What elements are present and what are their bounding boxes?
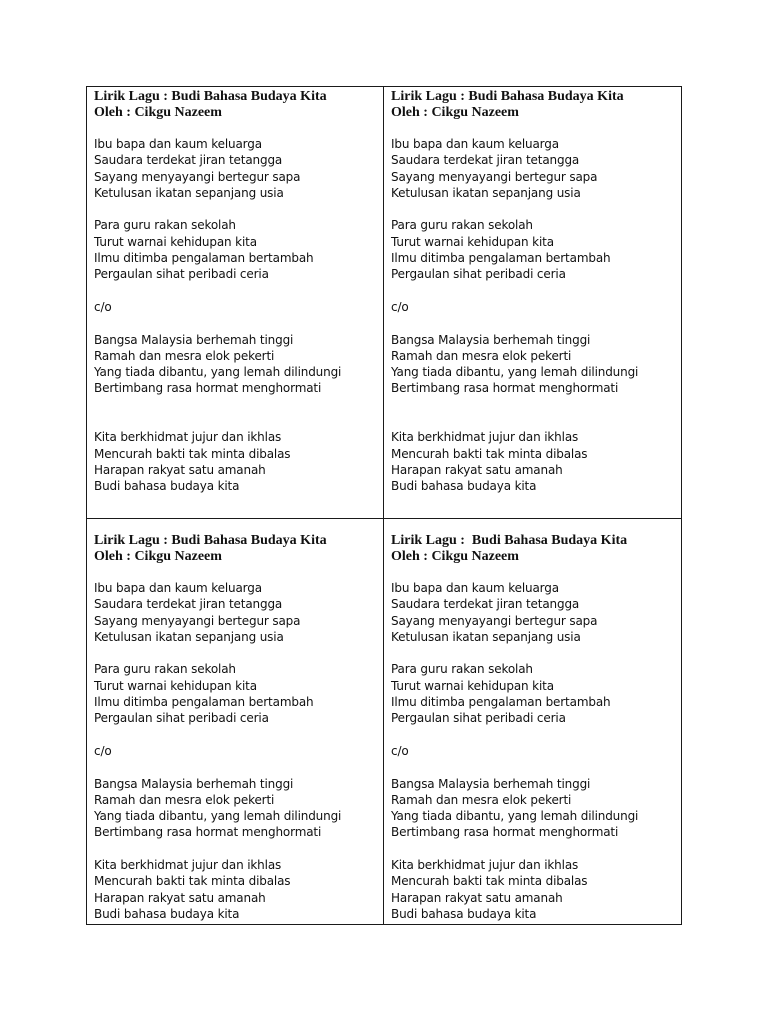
- verse-line: Saudara terdekat jiran tetangga: [391, 597, 580, 612]
- verse-line: Saudara terdekat jiran tetangga: [94, 153, 283, 168]
- lyric-card-bottom-left: [87, 519, 384, 924]
- chorus-line: Yang tiada dibantu, yang lemah dilindungi: [391, 809, 639, 824]
- verse-line: Ibu bapa dan kaum keluarga: [94, 137, 262, 151]
- stanza-gap: [94, 201, 383, 217]
- verse-line: Harapan rakyat satu amanah: [94, 462, 266, 477]
- chorus-line: Ramah dan mesra elok pekerti: [94, 348, 275, 363]
- chorus-line: Bangsa Malaysia berhemah tinggi: [391, 776, 591, 791]
- stanza-gap: [391, 727, 681, 743]
- chorus-line: Ramah dan mesra elok pekerti: [391, 348, 572, 363]
- verse-line: Pergaulan sihat peribadi ceria: [94, 711, 269, 726]
- verse-line: Budi bahasa budaya kita: [94, 906, 240, 921]
- chorus-line: Bertimbang rasa hormat menghormati: [94, 381, 322, 396]
- verse-line: Mencurah bakti tak minta dibalas: [391, 874, 588, 889]
- verse-line: Ketulusan ikatan sepanjang usia: [94, 185, 284, 200]
- verse-line: Turut warnai kehidupan kita: [94, 234, 257, 249]
- lyric-card-top-right: [384, 87, 681, 519]
- verse-line: Sayang menyayangi bertegur sapa: [94, 613, 301, 628]
- chorus-marker: c/o: [94, 299, 112, 314]
- verse-line: Ketulusan ikatan sepanjang usia: [391, 629, 581, 644]
- verse-line: Sayang menyayangi bertegur sapa: [391, 169, 598, 184]
- verse-line: Mencurah bakti tak minta dibalas: [94, 874, 291, 889]
- card-title: Lirik Lagu : Budi Bahasa Budaya Kita: [391, 533, 628, 548]
- chorus-line: Yang tiada dibantu, yang lemah dilindungi: [94, 809, 342, 824]
- chorus-line: Yang tiada dibantu, yang lemah dilindungi: [94, 365, 342, 380]
- verse-line: Para guru rakan sekolah: [94, 662, 236, 677]
- chorus-line: Bangsa Malaysia berhemah tinggi: [391, 332, 591, 347]
- lyric-card-top-left: [87, 87, 384, 519]
- verse-line: Ketulusan ikatan sepanjang usia: [94, 629, 284, 644]
- stanza-gap: [94, 841, 383, 857]
- card-author: Oleh : Cikgu Nazeem: [94, 549, 222, 564]
- verse-line: Pergaulan sihat peribadi ceria: [94, 267, 269, 282]
- verse-line: Budi bahasa budaya kita: [391, 906, 537, 921]
- stanza-gap: [391, 201, 681, 217]
- verse-line: Ibu bapa dan kaum keluarga: [391, 137, 559, 151]
- card-title: Lirik Lagu : Budi Bahasa Budaya Kita: [94, 533, 327, 548]
- card-title: Lirik Lagu : Budi Bahasa Budaya Kita: [391, 89, 624, 104]
- verse-line: Pergaulan sihat peribadi ceria: [391, 711, 566, 726]
- verse-line: Para guru rakan sekolah: [391, 662, 533, 677]
- chorus-line: Bertimbang rasa hormat menghormati: [391, 381, 619, 396]
- verse-line: Ketulusan ikatan sepanjang usia: [391, 185, 581, 200]
- verse-line: Turut warnai kehidupan kita: [391, 678, 554, 693]
- chorus-marker: c/o: [391, 743, 409, 758]
- verse-line: Ibu bapa dan kaum keluarga: [391, 581, 559, 595]
- stanza-gap: [94, 315, 383, 331]
- stanza-gap: [391, 759, 681, 775]
- chorus-line: Yang tiada dibantu, yang lemah dilindungi: [391, 365, 639, 380]
- chorus-marker: c/o: [391, 299, 409, 314]
- stanza-gap: [391, 841, 681, 857]
- card-title: Lirik Lagu : Budi Bahasa Budaya Kita: [94, 89, 327, 104]
- lyric-table: [86, 86, 682, 925]
- card-author: Oleh : Cikgu Nazeem: [391, 549, 519, 564]
- verse-line: Kita berkhidmat jujur dan ikhlas: [391, 430, 579, 445]
- verse-line: Harapan rakyat satu amanah: [391, 462, 563, 477]
- verse-line: Saudara terdekat jiran tetangga: [94, 597, 283, 612]
- stanza-gap: [94, 283, 383, 299]
- verse-line: Budi bahasa budaya kita: [94, 479, 240, 494]
- stanza-gap: [94, 727, 383, 743]
- chorus-line: Bertimbang rasa hormat menghormati: [94, 825, 322, 840]
- verse-line: Harapan rakyat satu amanah: [94, 890, 266, 905]
- verse-line: Saudara terdekat jiran tetangga: [391, 153, 580, 168]
- verse-line: Sayang menyayangi bertegur sapa: [94, 169, 301, 184]
- stanza-gap: [391, 283, 681, 299]
- chorus-line: Ramah dan mesra elok pekerti: [391, 792, 572, 807]
- stanza-gap: [94, 645, 383, 661]
- verse-line: Ibu bapa dan kaum keluarga: [94, 581, 262, 595]
- verse-line: Kita berkhidmat jujur dan ikhlas: [391, 858, 579, 873]
- lyric-card-bottom-right: [384, 519, 681, 924]
- card-author: Oleh : Cikgu Nazeem: [391, 105, 519, 120]
- verse-line: Kita berkhidmat jujur dan ikhlas: [94, 430, 282, 445]
- verse-line: Budi bahasa budaya kita: [391, 479, 537, 494]
- verse-line: Kita berkhidmat jujur dan ikhlas: [94, 858, 282, 873]
- verse-line: Turut warnai kehidupan kita: [94, 678, 257, 693]
- verse-line: Para guru rakan sekolah: [94, 218, 236, 233]
- verse-line: Ilmu ditimba pengalaman bertambah: [391, 695, 611, 710]
- chorus-line: Bangsa Malaysia berhemah tinggi: [94, 776, 294, 791]
- stanza-gap: [391, 645, 681, 661]
- verse-line: Turut warnai kehidupan kita: [391, 234, 554, 249]
- verse-line: Ilmu ditimba pengalaman bertambah: [94, 695, 314, 710]
- chorus-line: Bertimbang rasa hormat menghormati: [391, 825, 619, 840]
- verse-line: Mencurah bakti tak minta dibalas: [391, 446, 588, 461]
- verse-line: Ilmu ditimba pengalaman bertambah: [391, 251, 611, 266]
- verse-line: Harapan rakyat satu amanah: [391, 890, 563, 905]
- stanza-gap: [94, 397, 383, 430]
- chorus-line: Ramah dan mesra elok pekerti: [94, 792, 275, 807]
- stanza-gap: [391, 397, 681, 430]
- stanza-gap: [94, 759, 383, 775]
- verse-line: Ilmu ditimba pengalaman bertambah: [94, 251, 314, 266]
- verse-line: Mencurah bakti tak minta dibalas: [94, 446, 291, 461]
- chorus-marker: c/o: [94, 743, 112, 758]
- card-author: Oleh : Cikgu Nazeem: [94, 105, 222, 120]
- verse-line: Pergaulan sihat peribadi ceria: [391, 267, 566, 282]
- stanza-gap: [391, 315, 681, 331]
- verse-line: Sayang menyayangi bertegur sapa: [391, 613, 598, 628]
- verse-line: Para guru rakan sekolah: [391, 218, 533, 233]
- chorus-line: Bangsa Malaysia berhemah tinggi: [94, 332, 294, 347]
